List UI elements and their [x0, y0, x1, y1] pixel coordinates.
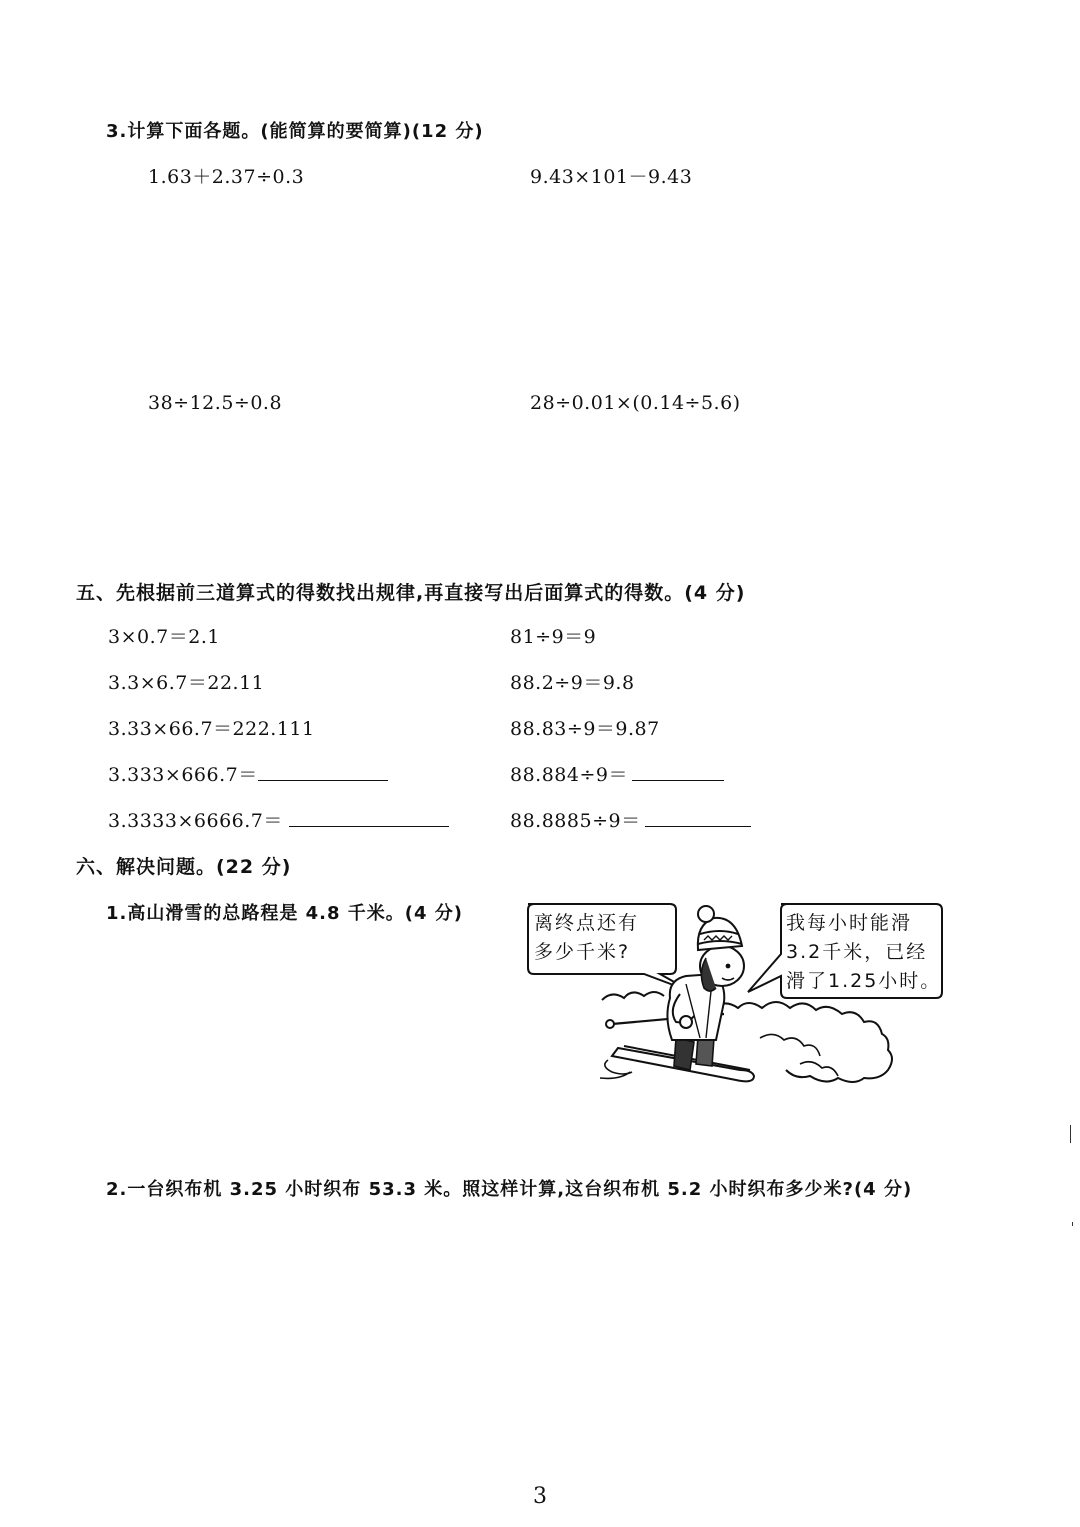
calc-problem-1: 1.63＋2.37÷0.3: [148, 166, 305, 188]
problems-section-title: 六、解决问题。(22 分): [76, 856, 292, 878]
pattern-left-2: 3.3×6.7＝22.11: [108, 672, 265, 694]
answer-blank-left-4[interactable]: [258, 762, 388, 781]
page-number: 3: [533, 1484, 547, 1509]
speech-bubble-left: [534, 909, 639, 967]
pattern-left-1: 3×0.7＝2.1: [108, 626, 220, 648]
pattern-right-3: 88.83÷9＝9.87: [510, 718, 660, 740]
bubble-right-line-1: 我每小时能滑: [786, 912, 913, 934]
edge-dot: [1072, 1222, 1073, 1226]
bubble-right-line-3: 滑了1.25小时。: [786, 970, 942, 992]
pattern-section-title: 五、先根据前三道算式的得数找出规律,再直接写出后面算式的得数。(4 分): [76, 582, 746, 604]
calc-problem-4: 28÷0.01×(0.14÷5.6): [530, 392, 741, 414]
pattern-left-4-row: [108, 760, 388, 787]
calc-problem-2: 9.43×101－9.43: [530, 166, 693, 188]
bubble-left-line-2: 多少千米?: [534, 941, 631, 963]
pattern-right-5: 88.8885÷9＝: [510, 810, 641, 832]
pattern-right-1: 81÷9＝9: [510, 626, 597, 648]
calc-section-title: 3.计算下面各题。(能简算的要简算)(12 分): [106, 121, 484, 142]
pattern-right-5-row: [510, 806, 751, 833]
answer-blank-right-5[interactable]: [645, 808, 751, 827]
pattern-left-5-row: [108, 806, 449, 833]
pattern-left-4: 3.333×666.7＝: [108, 764, 258, 786]
problem-1-text: 1.高山滑雪的总路程是 4.8 千米。(4 分): [106, 903, 464, 924]
pattern-right-4: 88.884÷9＝: [510, 764, 628, 786]
speech-bubble-right: [786, 909, 941, 996]
calc-problem-3: 38÷12.5÷0.8: [148, 392, 283, 414]
problem-2-text: 2.一台织布机 3.25 小时织布 53.3 米。照这样计算,这台织布机 5.2 小时织布多少米?(4 分): [106, 1179, 913, 1200]
edge-mark: [1070, 1125, 1071, 1143]
pattern-right-4-row: [510, 760, 724, 787]
bubble-left-line-1: 离终点还有: [534, 912, 640, 934]
answer-blank-right-4[interactable]: [632, 762, 724, 781]
pattern-left-3: 3.33×66.7＝222.111: [108, 718, 315, 740]
answer-blank-left-5[interactable]: [289, 808, 449, 827]
pattern-left-5: 3.3333×6666.7＝: [108, 810, 283, 832]
pattern-right-2: 88.2÷9＝9.8: [510, 672, 635, 694]
bubble-right-line-2: 3.2千米，已经: [786, 941, 928, 963]
